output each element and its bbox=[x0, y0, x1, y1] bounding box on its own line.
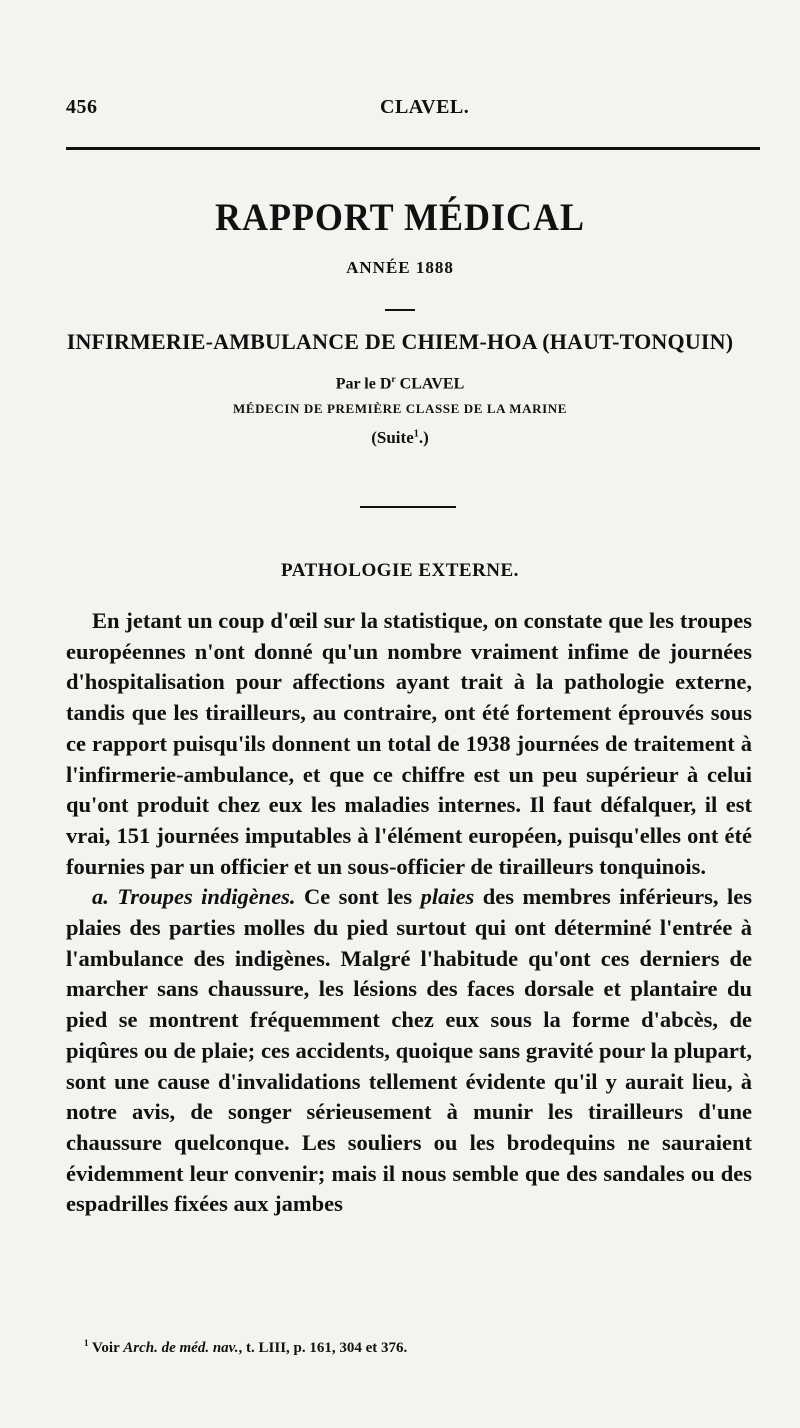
paragraph-2 bbox=[66, 882, 752, 1220]
author-name: CLAVEL bbox=[399, 375, 465, 393]
paragraph-1: En jetant un coup d'œil sur la statistique, on constate que les troupes européennes n'ont donné qu'un nombre vraiment infime de journées d'hospitalisation pour affections ayant trait à la pathologie externe, tandis que les tirailleurs, au contraire, ont été fortement éprouvés sous ce rapport puisqu'ils donnent un total de 1938 journées de traitement à l'infirmerie-ambulance, et que ce chiffre est un peu supérieur à celui qu'ont produit chez eux les maladies internes. Il faut défalquer, il est vrai, 151 journées imputables à l'élément européen, puisqu'elles ont été fournies par un officier et un sous-officier de tirailleurs tonquinois. bbox=[66, 608, 752, 879]
footnote-text-before: Voir bbox=[88, 1340, 124, 1356]
footnote bbox=[84, 1338, 760, 1357]
paragraph-2-text-after: des membres inférieurs, les plaies des parties molles du pied surtout qui ont déterminé l'entrée à l'ambulance des indigènes. Malgré l'habitude qu'ont ces derniers de marcher sans chaussure, les lésions des faces dorsale et plantaire du pied se montrent fréquemment chez eux sous la forme d'abcès, de piqûres ou de plaie; ces accidents, quoique sans gravité pour la plupart, sont une cause d'invalidations tellement évidente qu'il y aurait lieu, à notre avis, de songer sérieusement à munir les tirailleurs d'une chaussure quelconque. Les souliers ou les brodequins ne sauraient évidemment leur convenir; mais il nous semble que des sandales ou des espadrilles fixées aux jambes bbox=[66, 884, 752, 1217]
suite-close: .) bbox=[418, 428, 429, 447]
paragraph-2-lead: a. Troupes indigènes. bbox=[92, 884, 296, 910]
footnote-mark: 1 bbox=[84, 1338, 89, 1348]
suite-note-mark: 1 bbox=[413, 428, 419, 440]
author-role: MÉDECIN DE PREMIÈRE CLASSE DE LA MARINE bbox=[233, 401, 567, 416]
page-number: 456 bbox=[66, 96, 98, 118]
suite-text: (Suite bbox=[371, 428, 414, 447]
header-rule bbox=[66, 147, 760, 150]
running-head-author: CLAVEL. bbox=[380, 96, 470, 118]
footnote-text-after: , t. LIII, p. 161, 304 et 376. bbox=[238, 1340, 408, 1356]
report-title: RAPPORT MÉDICAL bbox=[214, 195, 586, 239]
author-line bbox=[0, 374, 800, 393]
paragraph-2-text-before: Ce sont les bbox=[295, 884, 421, 910]
section-heading: PATHOLOGIE EXTERNE. bbox=[281, 560, 519, 581]
paragraph-2-emphasis: plaies bbox=[420, 884, 475, 910]
report-year: ANNÉE 1888 bbox=[346, 258, 454, 277]
suite-note bbox=[0, 428, 800, 448]
title-divider bbox=[385, 309, 415, 311]
author-title-sup: r bbox=[391, 374, 396, 385]
institution-heading: INFIRMERIE-AMBULANCE DE CHIEM-HOA (HAUT-TONQUIN) bbox=[66, 329, 734, 354]
author-prefix: Par le D bbox=[335, 375, 392, 393]
section-divider bbox=[360, 506, 456, 508]
footnote-journal: Arch. de méd. nav. bbox=[123, 1340, 239, 1356]
body-text bbox=[66, 606, 752, 1220]
